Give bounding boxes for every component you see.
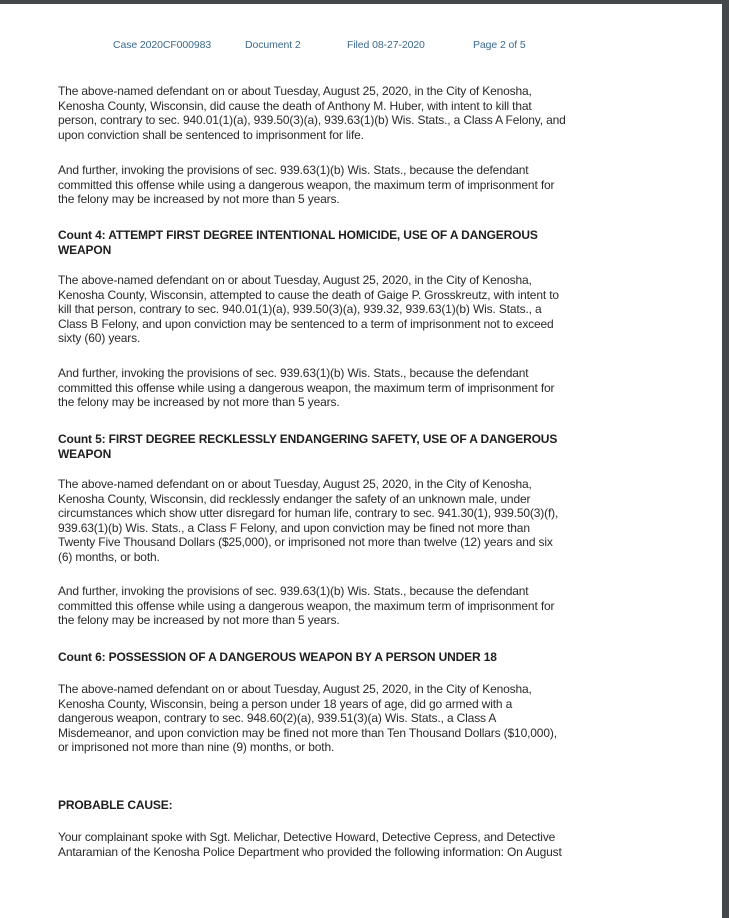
text-line: The above-named defendant on or about Tuesday, August 25, 2020, in the City of Kenosha, [58, 477, 532, 491]
text-line: Kenosha County, Wisconsin, attempted to cause the death of Gaige P. Grosskreutz, with intent to [58, 287, 559, 302]
text-line: sixty (60) years. [58, 331, 141, 346]
text-line: The above-named defendant on or about Tuesday, August 25, 2020, in the City of Kenosha, [58, 273, 532, 287]
text-line: 939.63(1)(b) Wis. Stats., a Class F Felony, and upon conviction may be fined not more than [58, 520, 530, 535]
text-line: And further, invoking the provisions of sec. 939.63(1)(b) Wis. Stats., because the defendant [58, 366, 529, 380]
text-line: dangerous weapon, contrary to sec. 948.60(2)(a), 939.51(3)(a) Wis. Stats., a Class A [58, 711, 497, 726]
text-line: upon conviction shall be sentenced to imprisonment for life. [58, 127, 364, 142]
text-line: Class B Felony, and upon conviction may be sentenced to a term of imprisonment not to exceed [58, 316, 554, 331]
count5-heading [58, 432, 698, 461]
text-line: Twenty Five Thousand Dollars ($25,000), or imprisoned not more than twelve (12) years and six [58, 535, 553, 550]
text-line: Antaramian of the Kenosha Police Department who provided the following information: On August [58, 844, 562, 859]
heading-line: Count 6: POSSESSION OF A DANGEROUS WEAPON BY A PERSON UNDER 18 [58, 650, 497, 664]
paragraph-probable-cause [58, 830, 698, 859]
text-line: or imprisoned not more than nine (9) months, or both. [58, 740, 335, 755]
heading-line: PROBABLE CAUSE: [58, 798, 173, 812]
text-line: Misdemeanor, and upon conviction may be fined not more than Ten Thousand Dollars ($10,000), [58, 725, 557, 740]
paragraph-count5-charge [58, 477, 698, 565]
text-line: Kenosha County, Wisconsin, did recklessly endanger the safety of an unknown male, under [58, 491, 531, 506]
heading-line: Count 4: ATTEMPT FIRST DEGREE INTENTIONAL HOMICIDE, USE OF A DANGEROUS [58, 228, 538, 242]
paragraph-count5-enhancer [58, 584, 698, 628]
heading-line: WEAPON [58, 242, 112, 257]
text-line: And further, invoking the provisions of sec. 939.63(1)(b) Wis. Stats., because the defendant [58, 163, 529, 177]
text-line: Your complainant spoke with Sgt. Melichar, Detective Howard, Detective Cepress, and Detective [58, 830, 556, 844]
text-line: the felony may be increased by not more than 5 years. [58, 613, 340, 628]
heading-line: WEAPON [58, 446, 112, 461]
text-line: circumstances which show utter disregard for human life, contrary to sec. 941.30(1), 939.50(3)(f), [58, 506, 559, 521]
text-line: kill that person, contrary to sec. 940.01(1)(a), 939.50(3)(a), 939.32, 939.63(1)(b) Wis. Stats., a [58, 302, 542, 317]
text-line: And further, invoking the provisions of sec. 939.63(1)(b) Wis. Stats., because the defendant [58, 584, 529, 598]
text-line: the felony may be increased by not more than 5 years. [58, 192, 340, 207]
paragraph-count4-charge [58, 273, 698, 346]
header-filed-date: Filed 08-27-2020 [347, 39, 425, 51]
count4-heading [58, 228, 698, 257]
paragraph-count3-enhancer [58, 163, 698, 207]
header-case-number: Case 2020CF000983 [113, 39, 212, 51]
header-document-number: Document 2 [245, 39, 301, 51]
text-line: committed this offense while using a dangerous weapon, the maximum term of imprisonment for [58, 598, 555, 613]
text-line: committed this offense while using a dangerous weapon, the maximum term of imprisonment for [58, 380, 555, 395]
text-line: committed this offense while using a dangerous weapon, the maximum term of imprisonment for [58, 177, 555, 192]
paragraph-count6-charge [58, 682, 698, 755]
heading-line: Count 5: FIRST DEGREE RECKLESSLY ENDANGERING SAFETY, USE OF A DANGEROUS [58, 432, 558, 446]
probable-cause-heading [58, 798, 698, 813]
text-line: The above-named defendant on or about Tuesday, August 25, 2020, in the City of Kenosha, [58, 682, 532, 696]
text-line: person, contrary to sec. 940.01(1)(a), 939.50(3)(a), 939.63(1)(b) Wis. Stats., a Class A Felony, and [58, 113, 566, 128]
document-page [0, 4, 722, 918]
text-line: the felony may be increased by not more than 5 years. [58, 395, 340, 410]
count6-heading [58, 650, 698, 665]
paragraph-count4-enhancer [58, 366, 698, 410]
text-line: (6) months, or both. [58, 549, 160, 564]
paragraph-count3-charge [58, 84, 698, 142]
text-line: The above-named defendant on or about Tuesday, August 25, 2020, in the City of Kenosha, [58, 84, 532, 98]
header-page-number: Page 2 of 5 [473, 39, 526, 51]
viewer-scrollbar[interactable] [722, 0, 729, 918]
text-line: Kenosha County, Wisconsin, being a person under 18 years of age, did go armed with a [58, 696, 513, 711]
text-line: Kenosha County, Wisconsin, did cause the death of Anthony M. Huber, with intent to kill that [58, 98, 532, 113]
